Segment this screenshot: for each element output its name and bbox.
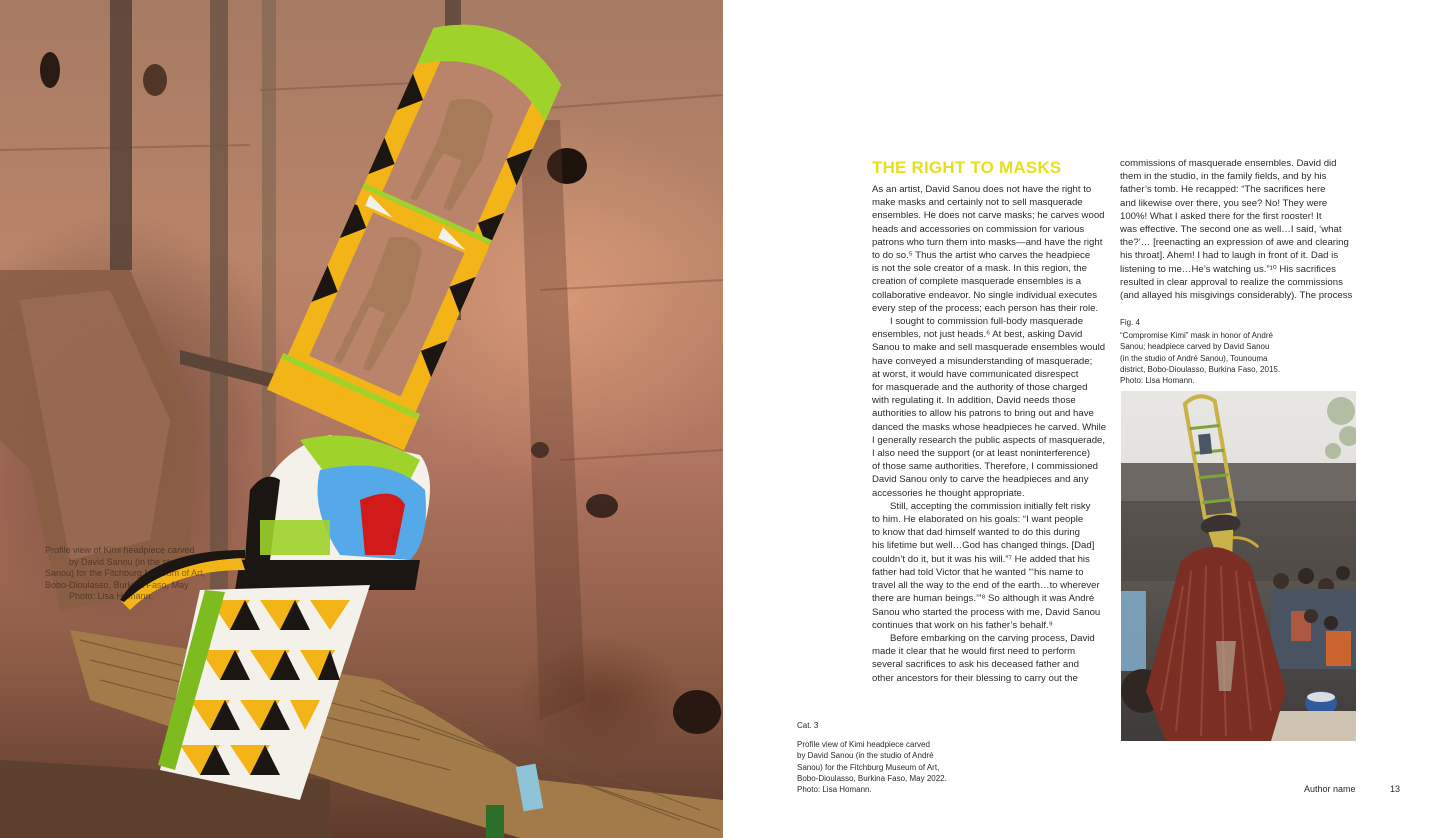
body-text-line: there are human beings.’”⁸ So although it was André: [872, 593, 1095, 605]
body-text-line: several sacrifices to ask his deceased father and: [872, 659, 1079, 671]
body-text-line: was effective. The second one as well…I said, ‘what: [1120, 224, 1342, 236]
body-text-line: of those same authorities. Therefore, I commissioned: [872, 461, 1098, 473]
body-text-line: ensembles, not just heads.⁶ At best, asking David: [872, 329, 1083, 341]
body-text-line: continues that work on his father’s behalf.⁹: [872, 619, 1053, 631]
body-text-line: his throat]. Ahem! I had to laugh in front of it. Dad is: [1120, 250, 1339, 262]
caption-line: district, Bobo-Dioulasso, Burkina Faso, 2015.: [1120, 364, 1281, 374]
body-column-1: [872, 183, 1108, 685]
body-text-line: to do so.⁵ Thus the artist who carves the headpiece: [872, 250, 1091, 262]
body-text-line: father’s tomb. He recapped: “The sacrifices here: [1120, 184, 1326, 196]
body-text-line: listening to me…He’s watching us.”¹⁰ His sacrifices: [1120, 263, 1336, 275]
body-text-line: for masquerade and the authority of those charged: [872, 382, 1088, 394]
body-text-line: every step of the process; each person has their role.: [872, 302, 1099, 314]
body-text-line: to him. He elaborated on his goals: “I want people: [872, 514, 1084, 526]
figure-4-caption: [1120, 317, 1360, 386]
section-heading: THE RIGHT TO MASKS: [872, 158, 1062, 177]
body-text-line: at worst, it would have communicated disrespect: [872, 368, 1079, 380]
body-text-line: Sanou to make and sell masquerade ensembles would: [872, 342, 1106, 354]
caption-line: Profile view of Kimi headpiece carved: [797, 740, 930, 750]
body-text-line: collaborative endeavor. No single individual executes: [872, 289, 1098, 301]
body-text-line: with regulating it. In addition, David needs those: [872, 395, 1076, 407]
caption-line: Bobo-Dioulasso, Burkina Faso, May 2022.: [797, 773, 947, 783]
body-text-line: Still, accepting the commission initially felt risky: [890, 500, 1091, 512]
body-text-line: have conveyed a misunderstanding of masquerade;: [872, 355, 1093, 367]
body-text-line: Sanou who started the process with me, David Sanou: [872, 606, 1101, 618]
body-text-line: the?’… [reenacting an expression of awe and clearing: [1120, 237, 1349, 249]
caption-line: by David Sanou (in the studio of André: [797, 751, 934, 761]
body-text-line: patrons who turn them into masks—and have the right: [872, 236, 1103, 248]
body-text-line: (and allayed his misgivings considerably). The process: [1120, 290, 1353, 302]
body-column-2: [1120, 157, 1356, 302]
body-text-line: I also need the support (or at least noninterference): [872, 448, 1091, 460]
body-text-line: is not the sole creator of a mask. In this region, the: [872, 263, 1087, 275]
caption-line: Photo: Lisa Homann.: [797, 785, 872, 795]
body-text-line: travel all the way to the end of the earth…to wherever: [872, 580, 1100, 592]
body-text-line: ensembles. He does not carve masks; he carves wood: [872, 210, 1105, 222]
caption-line: Sanou) for the Fitchburg Museum of Art,: [797, 762, 940, 772]
ghost-caption-line: Photo: Lisa Homann.: [69, 591, 154, 601]
body-text-line: As an artist, David Sanou does not have the right to: [872, 184, 1092, 195]
body-text-line: other ancestors for their blessing to carry out the: [872, 672, 1078, 684]
body-text-line: and likewise over there, you see? No! They were: [1120, 197, 1328, 209]
body-text-line: I sought to commission full-body masquerade: [890, 316, 1084, 328]
body-text-line: heads and accessories on commission for various: [872, 223, 1085, 235]
body-text-line: couldn’t do it, but it was his will.”⁷ He added that his: [872, 553, 1090, 565]
page-number: 13: [1390, 784, 1401, 794]
body-text-line: resulted in clear approval to realize the commissions: [1120, 276, 1343, 288]
body-text-line: I generally research the public aspects of masquerade,: [872, 434, 1106, 446]
catalog-3-caption: [797, 720, 997, 795]
body-text-line: authorities to allow his patrons to bring out and have: [872, 408, 1094, 420]
figure-4-photo-masquerade: [1121, 391, 1356, 741]
body-text-line: Before embarking on the carving process, David: [890, 632, 1095, 644]
ghost-caption-overlay: [45, 545, 245, 603]
body-text-line: accessories he thought appropriate.: [872, 487, 1025, 499]
body-text-line: father had told Victor that he wanted “‘his name to: [872, 566, 1084, 578]
catalog-label: Cat. 3: [797, 721, 819, 730]
body-text-line: David Sanou only to carve the headpieces and any: [872, 474, 1089, 486]
caption-line: Sanou; headpiece carved by David Sanou: [1120, 342, 1270, 352]
body-text-line: made it clear that he would first need to perform: [872, 646, 1076, 658]
ghost-caption-line: Profile view of Kimi headpiece carved: [45, 545, 195, 555]
caption-line: “Compromise Kimi” mask in honor of André: [1120, 331, 1273, 341]
body-text-line: his lifetime but well…God has changed things. [Dad]: [872, 540, 1095, 552]
masquerade-illustration: [1121, 391, 1356, 741]
caption-line: (in the studio of André Sanou), Tounouma: [1120, 353, 1268, 363]
body-text-line: 100%! What I asked there for the first rooster! It: [1120, 210, 1322, 222]
body-text-line: them in the studio, in the family fields, and by his: [1120, 171, 1327, 183]
ghost-caption-line: Bobo-Dioulasso, Burkina Faso, May: [45, 579, 189, 590]
body-text-line: make masks and certainly not to sell masquerade: [872, 197, 1083, 209]
running-footer-author: Author name: [1304, 784, 1356, 794]
body-text-line: to know that dad himself wanted to do this during: [872, 527, 1080, 539]
caption-line: Photo: Lisa Homann.: [1120, 376, 1195, 386]
figure-label: Fig. 4: [1120, 318, 1141, 327]
body-text-line: creation of complete masquerade ensembles is a: [872, 276, 1082, 288]
body-text-line: danced the masks whose headpieces he carved. While: [872, 421, 1107, 433]
body-text-line: commissions of masquerade ensembles. David did: [1120, 158, 1337, 169]
ghost-caption-line: Sanou) for the Fitchburg Museum of Art,: [45, 568, 206, 578]
ghost-caption-line: by David Sanou (in the studio of: [69, 556, 197, 567]
